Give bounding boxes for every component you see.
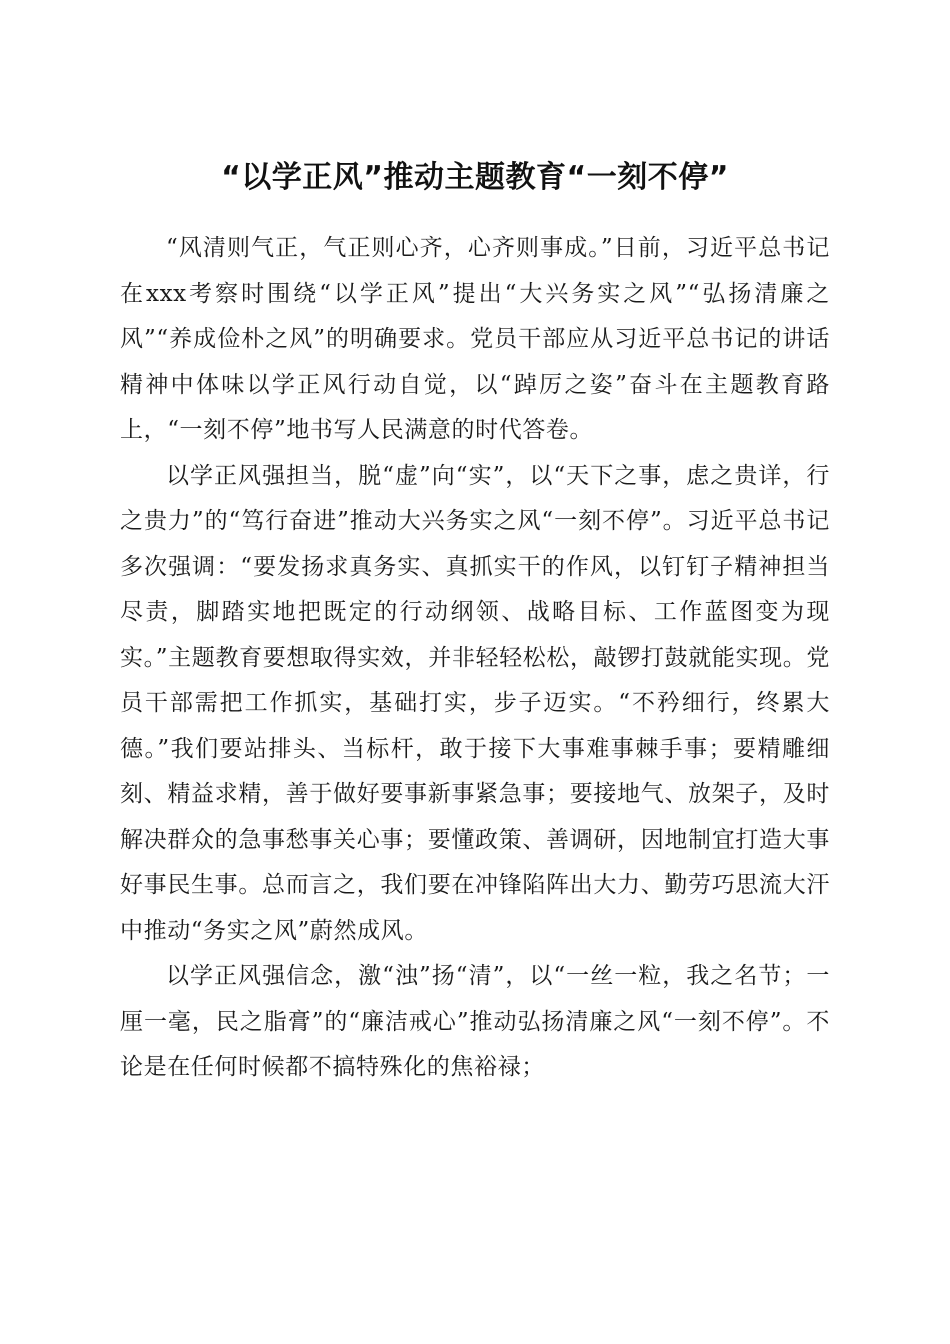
paragraph-1: “风清则气正，气正则心齐，心齐则事成。”日前，习近平总书记在xxx考察时围绕“以学正风”提出“大兴务实之风”“弘扬清廉之风”“养成俭朴之风”的明确要求。党员干部应从习近平总书记的讲话精神中体味以学正风行动自觉，以“踔厉之姿”奋斗在主题教育路上，“一刻不停”地书写人民满意的时代答卷。 — [120, 235, 830, 443]
paragraph-2: 以学正风强担当，脱“虚”向“实”，以“天下之事，虑之贵详，行之贵力”的“笃行奋进”推动大兴务实之风“一刻不停”。习近平总书记多次强调：“要发扬求真务实、真抓实干的作风，以钉钉子精神担当尽责，脚踏实地把既定的行动纲领、战略目标、工作蓝图变为现实。”主题教育要想取得实效，并非轻轻松松，敲锣打鼓就能实现。党员干部需把工作抓实，基础打实，步子迈实。“不矜细行，终累大德。”我们要站排头、当标杆，敢于接下大事难事棘手事；要精雕细刻、精益求精，善于做好要事新事紧急事；要接地气、放架子，及时解决群众的急事愁事关心事；要懂政策、善调研，因地制宜打造大事好事民生事。总而言之，我们要在冲锋陷阵出大力、勤劳巧思流大汗中推动“务实之风”蔚然成风。 — [120, 462, 830, 944]
document-title: “以学正风”推动主题教育“一刻不停” — [221, 160, 729, 196]
paragraph-3: 以学正风强信念，激“浊”扬“清”，以“一丝一粒，我之名节；一厘一毫，民之脂膏”的“廉洁戒心”推动弘扬清廉之风“一刻不停”。不论是在任何时候都不搞特殊化的焦裕禄； — [120, 963, 830, 1080]
document-body — [120, 226, 830, 1091]
